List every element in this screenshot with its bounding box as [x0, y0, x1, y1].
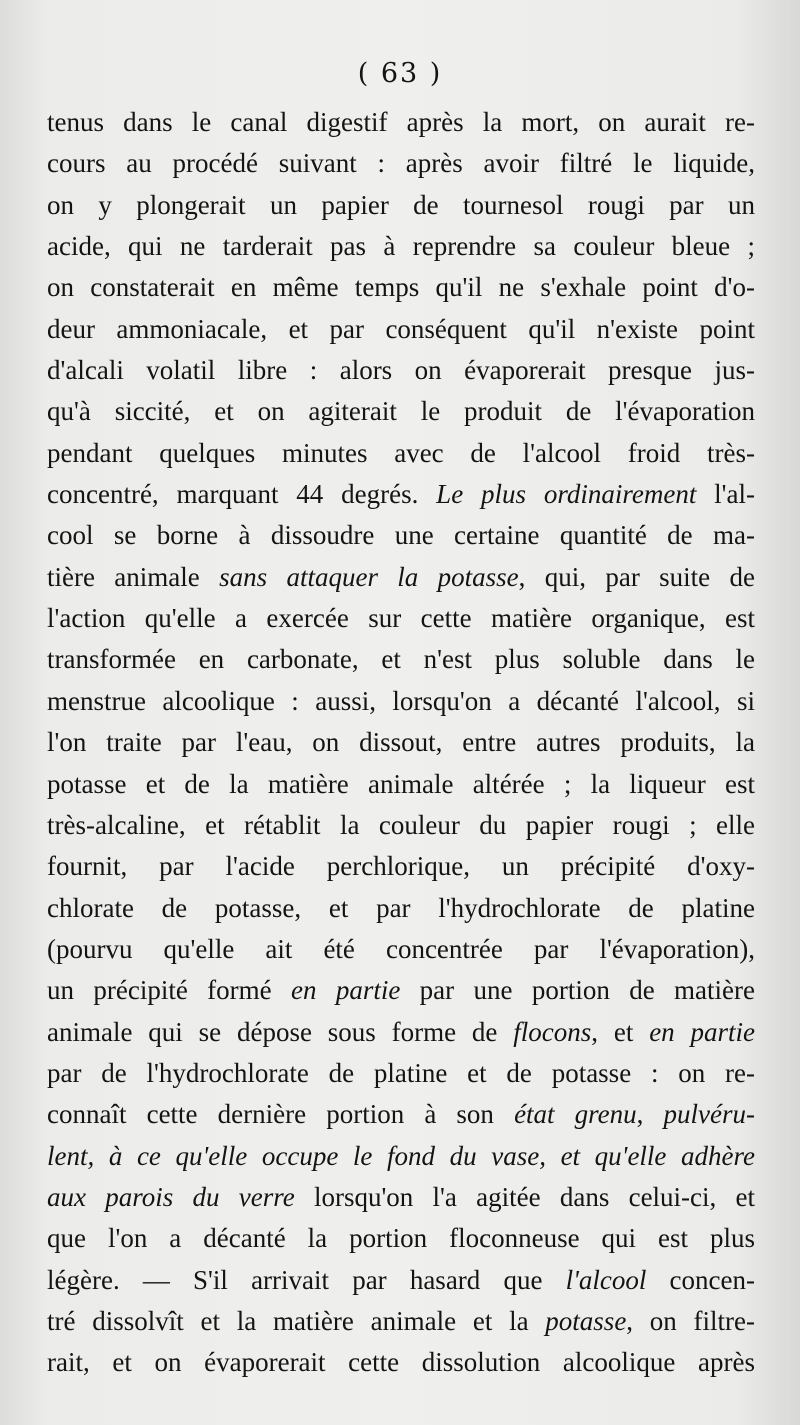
text-span: l'on traite par l'eau, on dissout, entre autres produits, la [47, 727, 755, 758]
text-span: acide, qui ne tarderait pas à reprendre sa couleur bleue ; [47, 231, 755, 262]
text-span: lorsqu'on l'a agitée dans celui-ci, et [294, 1181, 756, 1212]
italic-text: potasse [545, 1305, 627, 1336]
text-line [47, 1301, 755, 1342]
text-span: légère. — S'il arrivait par hasard que [47, 1264, 566, 1295]
text-line [47, 1053, 755, 1094]
page-number: ( 63 ) [357, 58, 443, 89]
text-line [47, 598, 755, 639]
text-span: transformée en carbonate, et n'est plus soluble dans le [47, 644, 755, 675]
text-line [47, 226, 755, 267]
text-line [47, 185, 755, 226]
text-span: on constaterait en même temps qu'il ne s'exhale point d'o- [47, 272, 755, 303]
text-span: pendant quelques minutes avec de l'alcool froid très- [47, 437, 755, 468]
text-span: que l'on a décanté la portion floconneuse qui est plus [47, 1223, 755, 1254]
text-line [47, 433, 755, 474]
text-line [47, 681, 755, 722]
text-line [47, 929, 755, 970]
italic-text: pulvéru- [663, 1099, 755, 1130]
text-span: concen- [646, 1264, 755, 1295]
text-line [47, 1094, 755, 1135]
text-span: connaît cette dernière portion à son [47, 1099, 515, 1130]
text-span: un précipité formé [47, 975, 291, 1006]
text-line [47, 1177, 755, 1218]
text-span: qu'à siccité, et on agiterait le produit de l'évaporation [47, 396, 755, 427]
text-line [47, 474, 755, 515]
text-line [47, 970, 755, 1011]
text-line [47, 350, 755, 391]
text-line [47, 639, 755, 680]
text-line [47, 391, 755, 432]
text-line [47, 722, 755, 763]
text-line [47, 764, 755, 805]
text-span: tière animale [47, 561, 220, 592]
text-span: rait, et on évaporerait cette dissolution alcoolique après [47, 1347, 755, 1378]
text-span: cours au procédé suivant : après avoir filtré le liquide, [47, 148, 755, 179]
text-span: d'alcali volatil libre : alors on évaporerait presque jus- [47, 355, 755, 386]
text-span: , on filtre- [626, 1305, 755, 1336]
text-span: , qui, par suite de [518, 561, 755, 592]
text-span: deur ammoniacale, et par conséquent qu'il n'existe point [47, 313, 755, 344]
italic-text: en partie [290, 975, 401, 1006]
italic-text: état grenu [514, 1099, 637, 1130]
text-line [47, 1012, 755, 1053]
text-span: chlorate de potasse, et par l'hydrochlorate de platine [47, 892, 755, 923]
text-span: (pourvu qu'elle ait été concentrée par l'évaporation), [47, 933, 755, 964]
italic-text: flocons [513, 1016, 592, 1047]
text-line [47, 846, 755, 887]
text-line [47, 102, 755, 143]
text-line [47, 1260, 755, 1301]
text-span: tenus dans le canal digestif après la mort, on aurait re- [47, 107, 755, 137]
text-span: cool se borne à dissoudre une certaine quantité de ma- [47, 520, 755, 551]
text-span: potasse et de la matière animale altérée ; la liqueur est [47, 768, 755, 799]
italic-text: sans attaquer la potasse [219, 561, 519, 592]
italic-text: lent, à ce qu'elle occupe le fond du vase, et qu'elle adhère [47, 1140, 755, 1171]
text-span: menstrue alcoolique : aussi, lorsqu'on a décanté l'alcool, si [47, 685, 755, 716]
text-span: concentré, marquant 44 degrés. [47, 479, 437, 510]
italic-text: en partie [649, 1016, 756, 1047]
text-line [47, 267, 755, 308]
text-span: tré dissolvît et la matière animale et la [47, 1305, 546, 1336]
text-line [47, 1218, 755, 1259]
text-span: , [636, 1099, 664, 1130]
text-line [47, 143, 755, 184]
text-line [47, 888, 755, 929]
text-line [47, 515, 755, 556]
text-line [47, 309, 755, 350]
italic-text: Le plus ordinairement [436, 479, 697, 510]
text-span: par une portion de matière [400, 975, 755, 1006]
text-span: l'al- [696, 479, 755, 510]
italic-text: l'alcool [565, 1264, 647, 1295]
text-span: l'action qu'elle a exercée sur cette matière organique, est [47, 603, 755, 634]
text-span: très-alcaline, et rétablit la couleur du papier rougi ; elle [47, 809, 755, 840]
text-span: par de l'hydrochlorate de platine et de potasse : on re- [47, 1057, 755, 1088]
text-line [47, 1136, 755, 1177]
text-line [47, 805, 755, 846]
text-span: fournit, par l'acide perchlorique, un précipité d'oxy- [47, 851, 755, 882]
body-text [47, 102, 755, 1384]
text-span: animale qui se dépose sous forme de [47, 1016, 514, 1047]
text-line [47, 1342, 755, 1383]
text-span: on y plongerait un papier de tournesol rougi par un [47, 189, 755, 220]
text-span: , et [591, 1016, 650, 1047]
text-line [47, 557, 755, 598]
italic-text: aux parois du verre [47, 1181, 295, 1212]
